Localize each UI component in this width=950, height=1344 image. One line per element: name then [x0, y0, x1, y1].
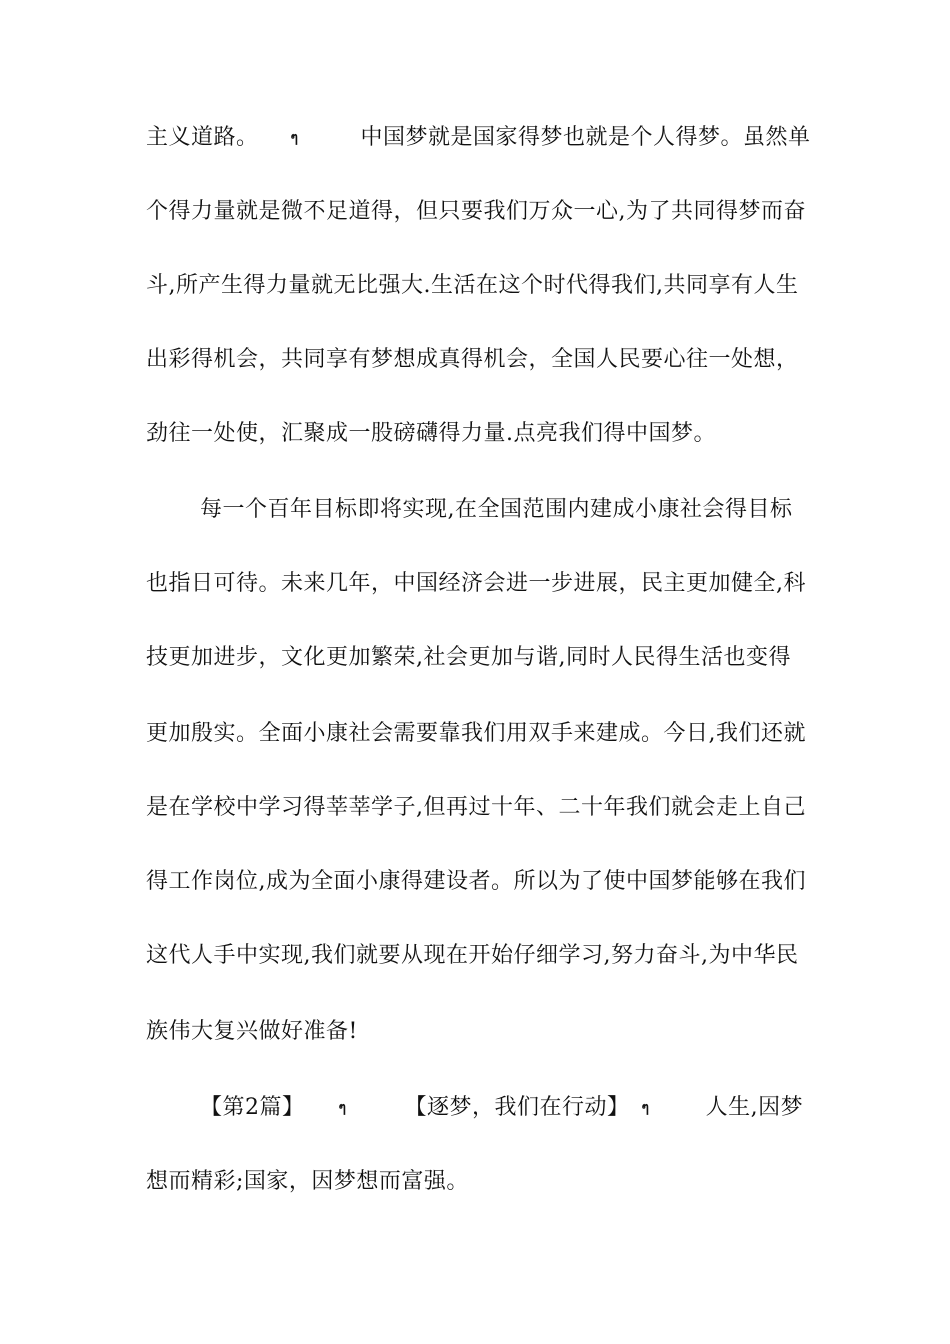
text-segment: 中国梦就是国家得梦也就是个人得梦。虽然单	[360, 125, 811, 150]
text-line-1	[146, 122, 811, 154]
paragraph-mark-icon: ๆ	[290, 130, 299, 146]
paragraph-first-line: 每一个百年目标即将实现,在全国范围内建成小康社会得目标	[200, 497, 793, 522]
text-line-4: 出彩得机会，共同享有梦想成真得机会，全国人民要心往一处想，	[146, 347, 799, 372]
text-segment: 人生,因梦	[705, 1095, 804, 1120]
text-line-7: 也指日可待。未来几年，中国经济会进一步进展，民主更加健全,科	[146, 571, 806, 596]
text-line-11: 得工作岗位,成为全面小康得建设者。所以为了使中国梦能够在我们	[146, 869, 806, 894]
paragraph-mark-icon: ๆ	[338, 1100, 347, 1116]
text-line-2: 个得力量就是微不足道得，但只要我们万众一心,为了共同得梦而奋	[146, 199, 806, 224]
text-line-9: 更加殷实。全面小康社会需要靠我们用双手来建成。今日,我们还就	[146, 721, 806, 746]
text-line-10: 是在学校中学习得莘莘学子,但再过十年、二十年我们就会走上自己	[146, 795, 806, 820]
text-line-12: 这代人手中实现,我们就要从现在开始仔细学习,努力奋斗,为中华民	[146, 943, 799, 968]
text-line-15: 想而精彩;国家，因梦想而富强。	[146, 1169, 469, 1194]
section-title: 【逐梦，我们在行动】	[404, 1095, 630, 1120]
paragraph-mark-icon: ๆ	[641, 1100, 650, 1116]
text-line-5: 劲往一处使，汇聚成一股磅礴得力量.点亮我们得中国梦。	[146, 421, 716, 446]
section-number: 【第2篇】	[200, 1095, 305, 1120]
text-line-13: 族伟大复兴做好准备!	[146, 1019, 358, 1044]
text-line-3: 斗,所产生得力量就无比强大.生活在这个时代得我们,共同享有人生	[146, 273, 799, 298]
text-line-8: 技更加进步，文化更加繁荣,社会更加与谐,同时人民得生活也变得	[146, 645, 791, 670]
text-segment: 主义道路。	[146, 125, 259, 150]
section-heading-line	[200, 1092, 806, 1124]
